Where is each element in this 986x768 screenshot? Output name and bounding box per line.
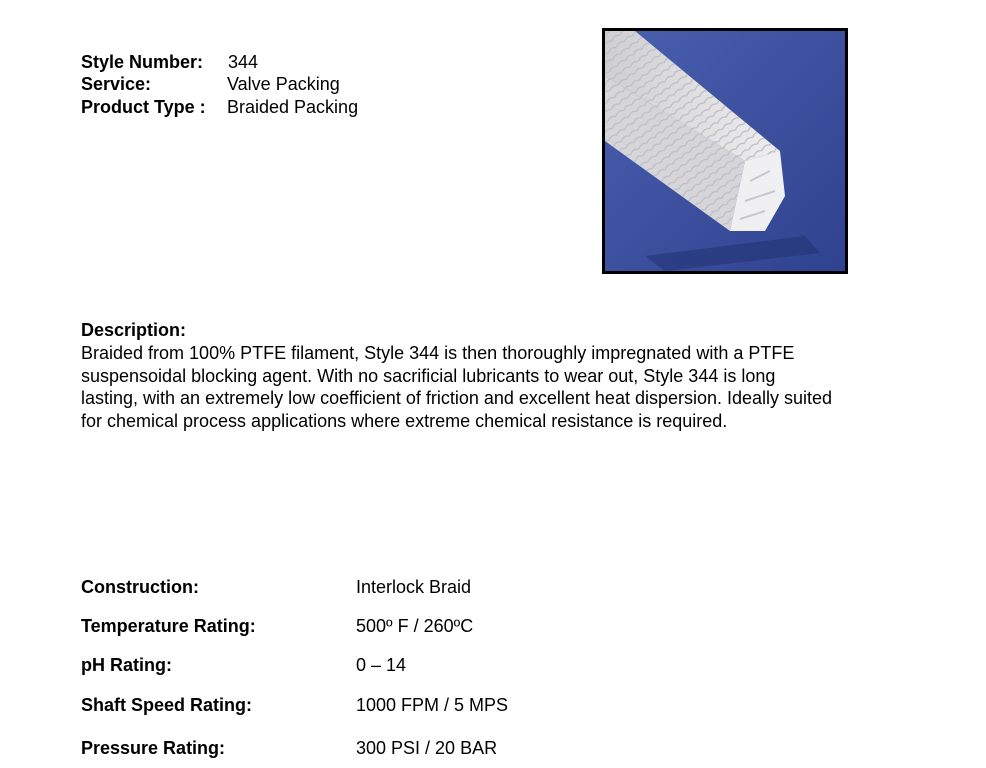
product-type-label: Product Type : [81,97,206,117]
style-number-value: 344 [228,52,259,72]
spec-label-ph: pH Rating: [81,655,172,675]
style-number-label: Style Number: [81,52,204,72]
service-label: Service: [81,74,152,94]
description-line: lasting, with an extremely low coefficient of friction and excellent heat dispersion. Ideally suited [81,388,833,408]
spec-label-pressure: Pressure Rating: [81,738,226,758]
spec-value-pressure: 300 PSI / 20 BAR [356,738,498,758]
spec-label-construction: Construction: [81,577,199,597]
description-line: Braided from 100% PTFE filament, Style 344 is then thoroughly impregnated with a PTFE [81,343,795,363]
braided-packing-image [605,31,845,271]
spec-label-temperature: Temperature Rating: [81,616,256,636]
spec-value-construction: Interlock Braid [356,577,472,597]
spec-value-shaft-speed: 1000 FPM / 5 MPS [356,695,509,715]
description-line: for chemical process applications where extreme chemical resistance is required. [81,410,728,431]
description-body [81,342,911,432]
description-line: suspensoidal blocking agent. With no sacrificial lubricants to wear out, Style 344 is long [81,365,776,386]
product-photo [602,28,848,274]
spec-value-temperature: 500º F / 260ºC [356,616,474,636]
product-type-value: Braided Packing [227,97,359,117]
description-heading: Description: [81,320,187,340]
service-value: Valve Packing [227,74,340,94]
spec-value-ph: 0 – 14 [356,655,407,675]
spec-label-shaft-speed: Shaft Speed Rating: [81,695,253,715]
